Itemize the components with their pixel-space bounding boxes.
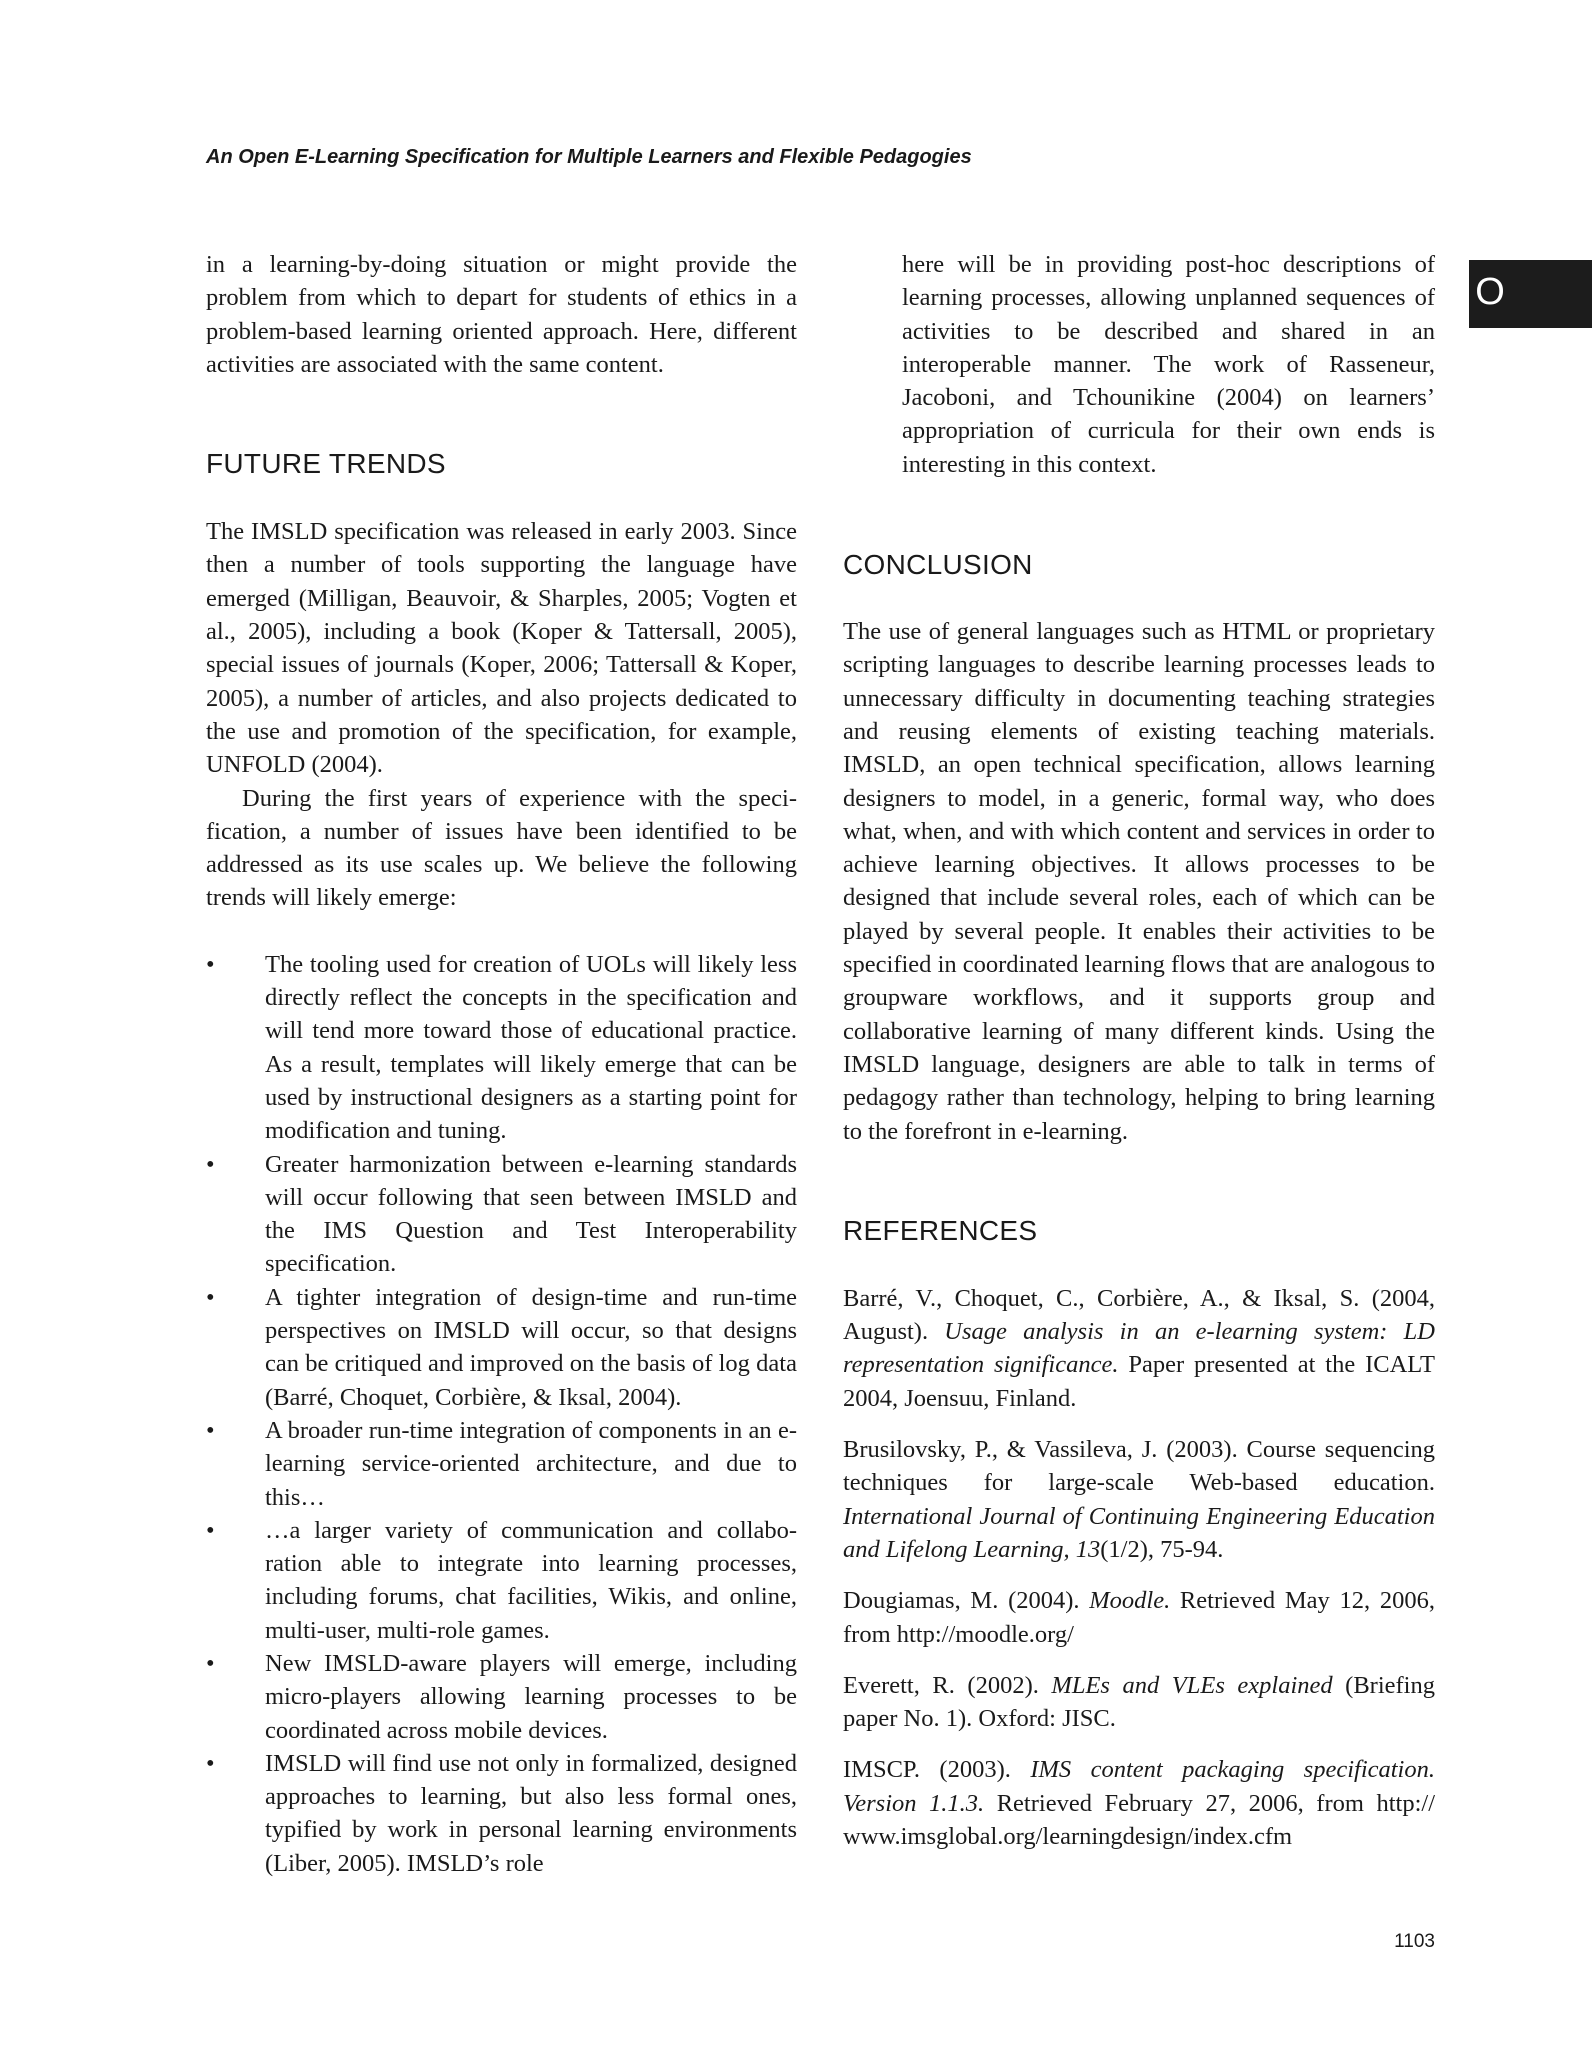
- list-item-text: A tighter integration of design-time and run-time perspectives on IMSLD will occur, so that designs can be critiqued and improved on the basis of log data (Barré, Choquet, Corbière, & Iksal, 2004).: [265, 1283, 797, 1411]
- future-trends-heading: FUTURE TRENDS: [206, 448, 446, 480]
- conclusion-heading: CONCLUSION: [843, 549, 1033, 581]
- list-item-text: A broader run-time integration of components in an e-learning service-oriented architecture, and due to this…: [265, 1416, 797, 1511]
- list-item: [206, 1747, 797, 1880]
- list-item: [206, 1414, 797, 1514]
- left-column: [206, 248, 797, 1880]
- reference-entry: [843, 1433, 1435, 1566]
- reference-title: International Journal of Continuing Engineering Education and Lifelong Learning, 13: [843, 1502, 1435, 1563]
- continuation-paragraph: here will be in providing post-hoc descriptions of learning processes, allowing unplanned sequences of activities to be described and shared in an interoperable manner. The work of Rasseneur, Jacoboni, and Tchounikine (2004) on learners’ appropriation of curricula for their own ends is interesting in this context.: [902, 251, 1435, 478]
- bullet-icon: •: [206, 1150, 215, 1178]
- bullet-icon: •: [206, 1416, 215, 1444]
- list-item-text: Greater harmonization between e-learning standards will occur following that seen between IMSLD and the IMS Question and Test Interoperability specification.: [265, 1150, 797, 1278]
- reference-authors: Everett, R. (2002).: [843, 1671, 1052, 1699]
- right-column: [843, 248, 1435, 1853]
- list-item-text: IMSLD will find use not only in formalized, designed approaches to learning, but also less formal ones, typified by work in personal learning environments (Liber, 2005). IMSLD’s role: [265, 1749, 797, 1877]
- section-thumb-tab: [1469, 260, 1592, 328]
- reference-title: IMS content packaging specification. Version 1.1.3.: [843, 1756, 1435, 1817]
- bullet-icon: •: [206, 1649, 215, 1677]
- reference-entry: [843, 1753, 1435, 1853]
- reference-details: (1/2), 75-94.: [1100, 1535, 1224, 1563]
- reference-authors: IMSCP. (2003).: [843, 1756, 1031, 1784]
- reference-authors: Brusilovsky, P., & Vassileva, J. (2003). Course sequencing techniques for large-scale Web-based education.: [843, 1436, 1435, 1497]
- page-number: 1103: [1394, 1931, 1435, 1952]
- reference-entry: [843, 1584, 1435, 1651]
- list-item: [206, 1647, 797, 1747]
- running-head: An Open E-Learning Specification for Multiple Learners and Flexible Pedagogies: [206, 146, 972, 168]
- list-item: [206, 1281, 797, 1414]
- list-item-text: New IMSLD-aware players will emerge, including micro-players allowing learning processes to be coordinated across mobile devices.: [265, 1649, 797, 1744]
- reference-details: Paper presented at the ICALT 2004, Joensuu, Finland.: [843, 1351, 1435, 1412]
- thumb-tab-letter: O: [1475, 271, 1505, 313]
- reference-entry: [843, 1282, 1435, 1415]
- bullet-icon: •: [206, 1749, 215, 1777]
- list-item: [206, 1148, 797, 1281]
- bullet-icon: •: [206, 1516, 215, 1544]
- future-trends-paragraph-1: The IMSLD specification was released in early 2003. Since then a number of tools supporting the language have emerged (Milligan, Beauvoir, & Sharples, 2005; Vogten et al., 2005), including a book (Koper & Tattersall, 2005), special issues of journals (Koper, 2006; Tattersall & Koper, 2005), a number of articles, and also projects dedicated to the use and promotion of the specification, for example, UNFOLD (2004).: [206, 518, 797, 779]
- trends-list: [206, 948, 797, 1880]
- reference-details: Retrieved May 12, 2006, from http://moodle.org/: [843, 1587, 1435, 1648]
- list-item-text: …a larger variety of communication and collaboration able to integrate into learning processes, including forums, chat facilities, Wikis, and online, multi-user, multi-role games.: [265, 1516, 797, 1644]
- reference-details: Retrieved February 27, 2006, from http:// www.imsglobal.org/learningdesign/index.cfm: [843, 1789, 1435, 1850]
- reference-title: MLEs and VLEs explained: [1051, 1671, 1333, 1699]
- reference-title: Usage analysis in an e-learning system: LD representation significance.: [843, 1318, 1435, 1379]
- intro-paragraph: in a learning-by-doing situation or might provide the problem from which to depart for students of ethics in a problem-based learning oriented approach. Here, different activities are associated with the same content.: [206, 251, 797, 378]
- conclusion-paragraph: The use of general languages such as HTML or proprietary scripting languages to describe learning processes leads to unnecessary difficulty in documenting teaching strategies and reusing elements of existing teaching materials. IMSLD, an open technical specification, allows learning designers to model, in a generic, formal way, who does what, when, and with which content and services in order to achieve learning objectives. It allows processes to be designed that include several roles, each of which can be played by several people. It enables their activities to be specified in coordinated learning flows that are analogous to groupware workflows, and it supports group and collaborative learning of many different kinds. Using the IMSLD language, designers are able to talk in terms of pedagogy rather than technology, helping to bring learning to the forefront in e-learning.: [843, 618, 1435, 1145]
- references-heading: REFERENCES: [843, 1214, 1038, 1246]
- reference-entry: [843, 1669, 1435, 1736]
- bullet-icon: •: [206, 1283, 215, 1311]
- list-item: [206, 948, 797, 1148]
- list-item: [206, 1514, 797, 1647]
- future-trends-paragraph-2: During the first years of experience with the specification, a number of issues have been identified to be addressed as its use scales up. We believe the following trends will likely emerge:: [206, 784, 797, 912]
- bullet-icon: •: [206, 950, 215, 978]
- reference-authors: Barré, V., Choquet, C., Corbière, A., & Iksal, S. (2004, August).: [843, 1284, 1435, 1346]
- reference-authors: Dougiamas, M. (2004).: [843, 1587, 1090, 1615]
- reference-details: (Briefing paper No. 1). Oxford: JISC.: [843, 1671, 1435, 1733]
- list-item-text: The tooling used for creation of UOLs will likely less directly reflect the concepts in the specification and will tend more toward those of educational practice. As a result, templates will likely emerge that can be used by instructional designers as a starting point for modification and tuning.: [265, 950, 797, 1145]
- reference-title: Moodle.: [1089, 1587, 1171, 1615]
